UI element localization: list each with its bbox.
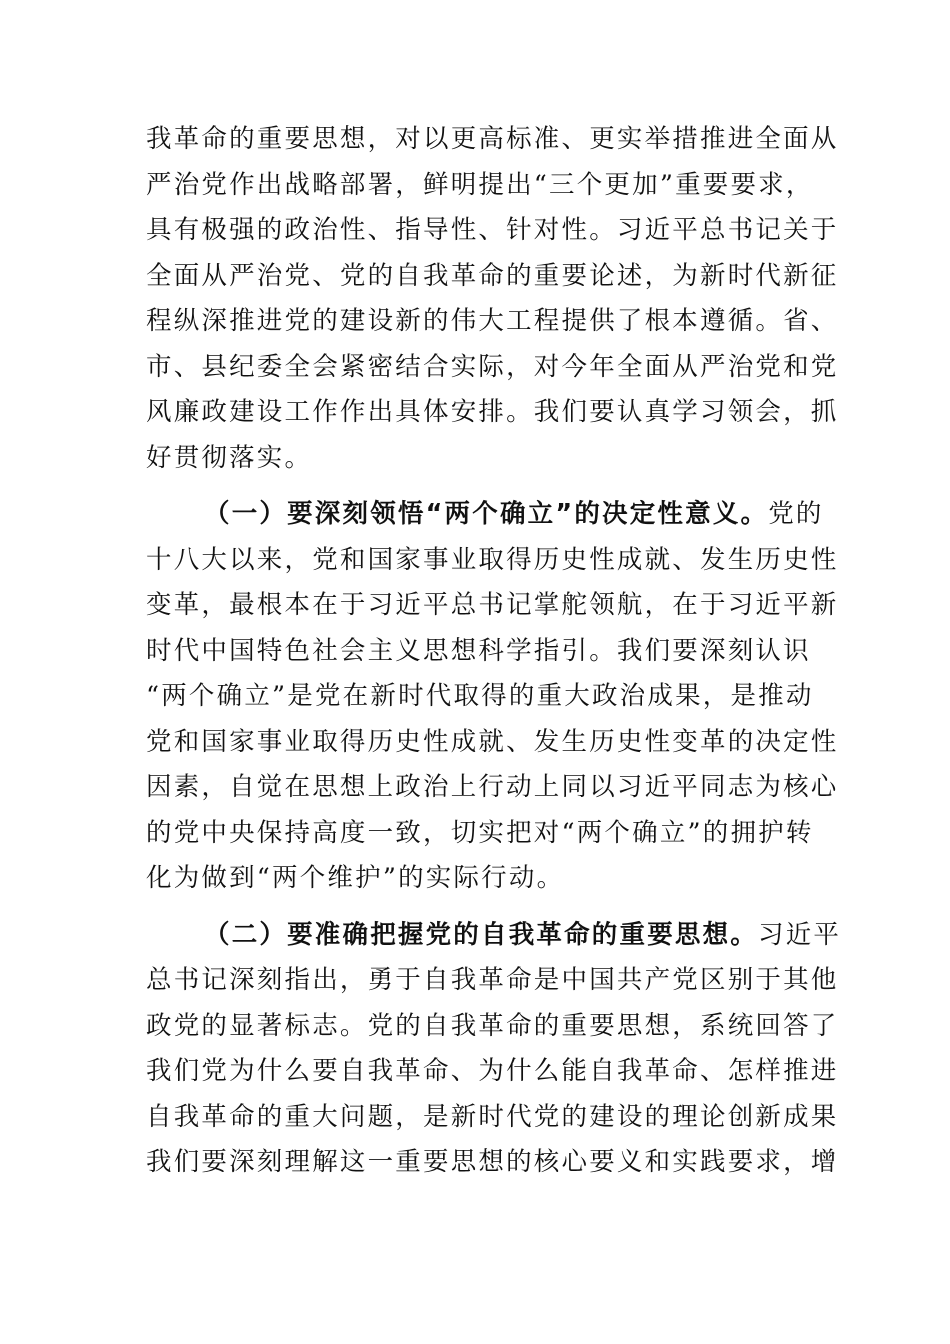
paragraph-intro: [146, 117, 839, 481]
text-run: 习近平: [758, 919, 842, 950]
text-line: 严治党作出战略部署，鲜明提出“三个更加”重要要求，: [146, 169, 814, 200]
paragraph-section-1: [146, 492, 839, 902]
text-line: 我革命的重要思想，对以更高标准、更实举措推进全面从: [146, 124, 839, 154]
text-line: “两个确立”是党在新时代取得的重大政治成果，是推动: [146, 681, 814, 711]
document-body: [146, 117, 842, 1186]
text-line: 总书记深刻指出，勇于自我革命是中国共产党区别于其他: [146, 965, 839, 995]
text-line: 好贯彻落实。: [146, 442, 313, 473]
text-line: 的党中央保持高度一致，切实把对“两个确立”的拥护转: [146, 817, 814, 848]
section-first-line: [146, 492, 824, 538]
text-line: 市、县纪委全会紧密结合实际，对今年全面从严治党和党: [146, 351, 839, 382]
text-line: 我们党为什么要自我革命、为什么能自我革命、怎样推进: [146, 1056, 839, 1086]
section-first-line: [146, 913, 842, 959]
text-line: 风廉政建设工作作出具体安排。我们要认真学习领会，抓: [146, 397, 839, 427]
text-line: 程纵深推进党的建设新的伟大工程提供了根本遵循。省、: [146, 306, 839, 336]
text-line: 我们要深刻理解这一重要思想的核心要义和实践要求，增: [146, 1147, 839, 1177]
section-heading: （二）要准确把握党的自我革命的重要思想。: [204, 919, 759, 950]
paragraph-section-2: [146, 913, 842, 1186]
text-line: 自我革命的重大问题，是新时代党的建设的理论创新成果: [146, 1101, 839, 1132]
text-line: 具有极强的政治性、指导性、针对性。习近平总书记关于: [146, 215, 839, 245]
text-line: 全面从严治党、党的自我革命的重要论述，为新时代新征: [146, 260, 839, 291]
text-run: 党的: [768, 499, 824, 529]
text-line: 十八大以来，党和国家事业取得历史性成就、发生历史性: [146, 544, 839, 575]
text-line: 时代中国特色社会主义思想科学指引。我们要深刻认识: [146, 635, 811, 666]
text-line: 变革，最根本在于习近平总书记掌舵领航，在于习近平新: [146, 590, 839, 620]
section-heading: （一）要深刻领悟“两个确立”的决定性意义。: [204, 499, 769, 529]
text-line: 化为做到“两个维护”的实际行动。: [146, 863, 565, 893]
text-line: 因素，自觉在思想上政治上行动上同以习近平同志为核心: [146, 772, 839, 802]
text-line: 政党的显著标志。党的自我革命的重要思想，系统回答了: [146, 1010, 839, 1041]
text-line: 党和国家事业取得历史性成就、发生历史性变革的决定性: [146, 726, 839, 757]
